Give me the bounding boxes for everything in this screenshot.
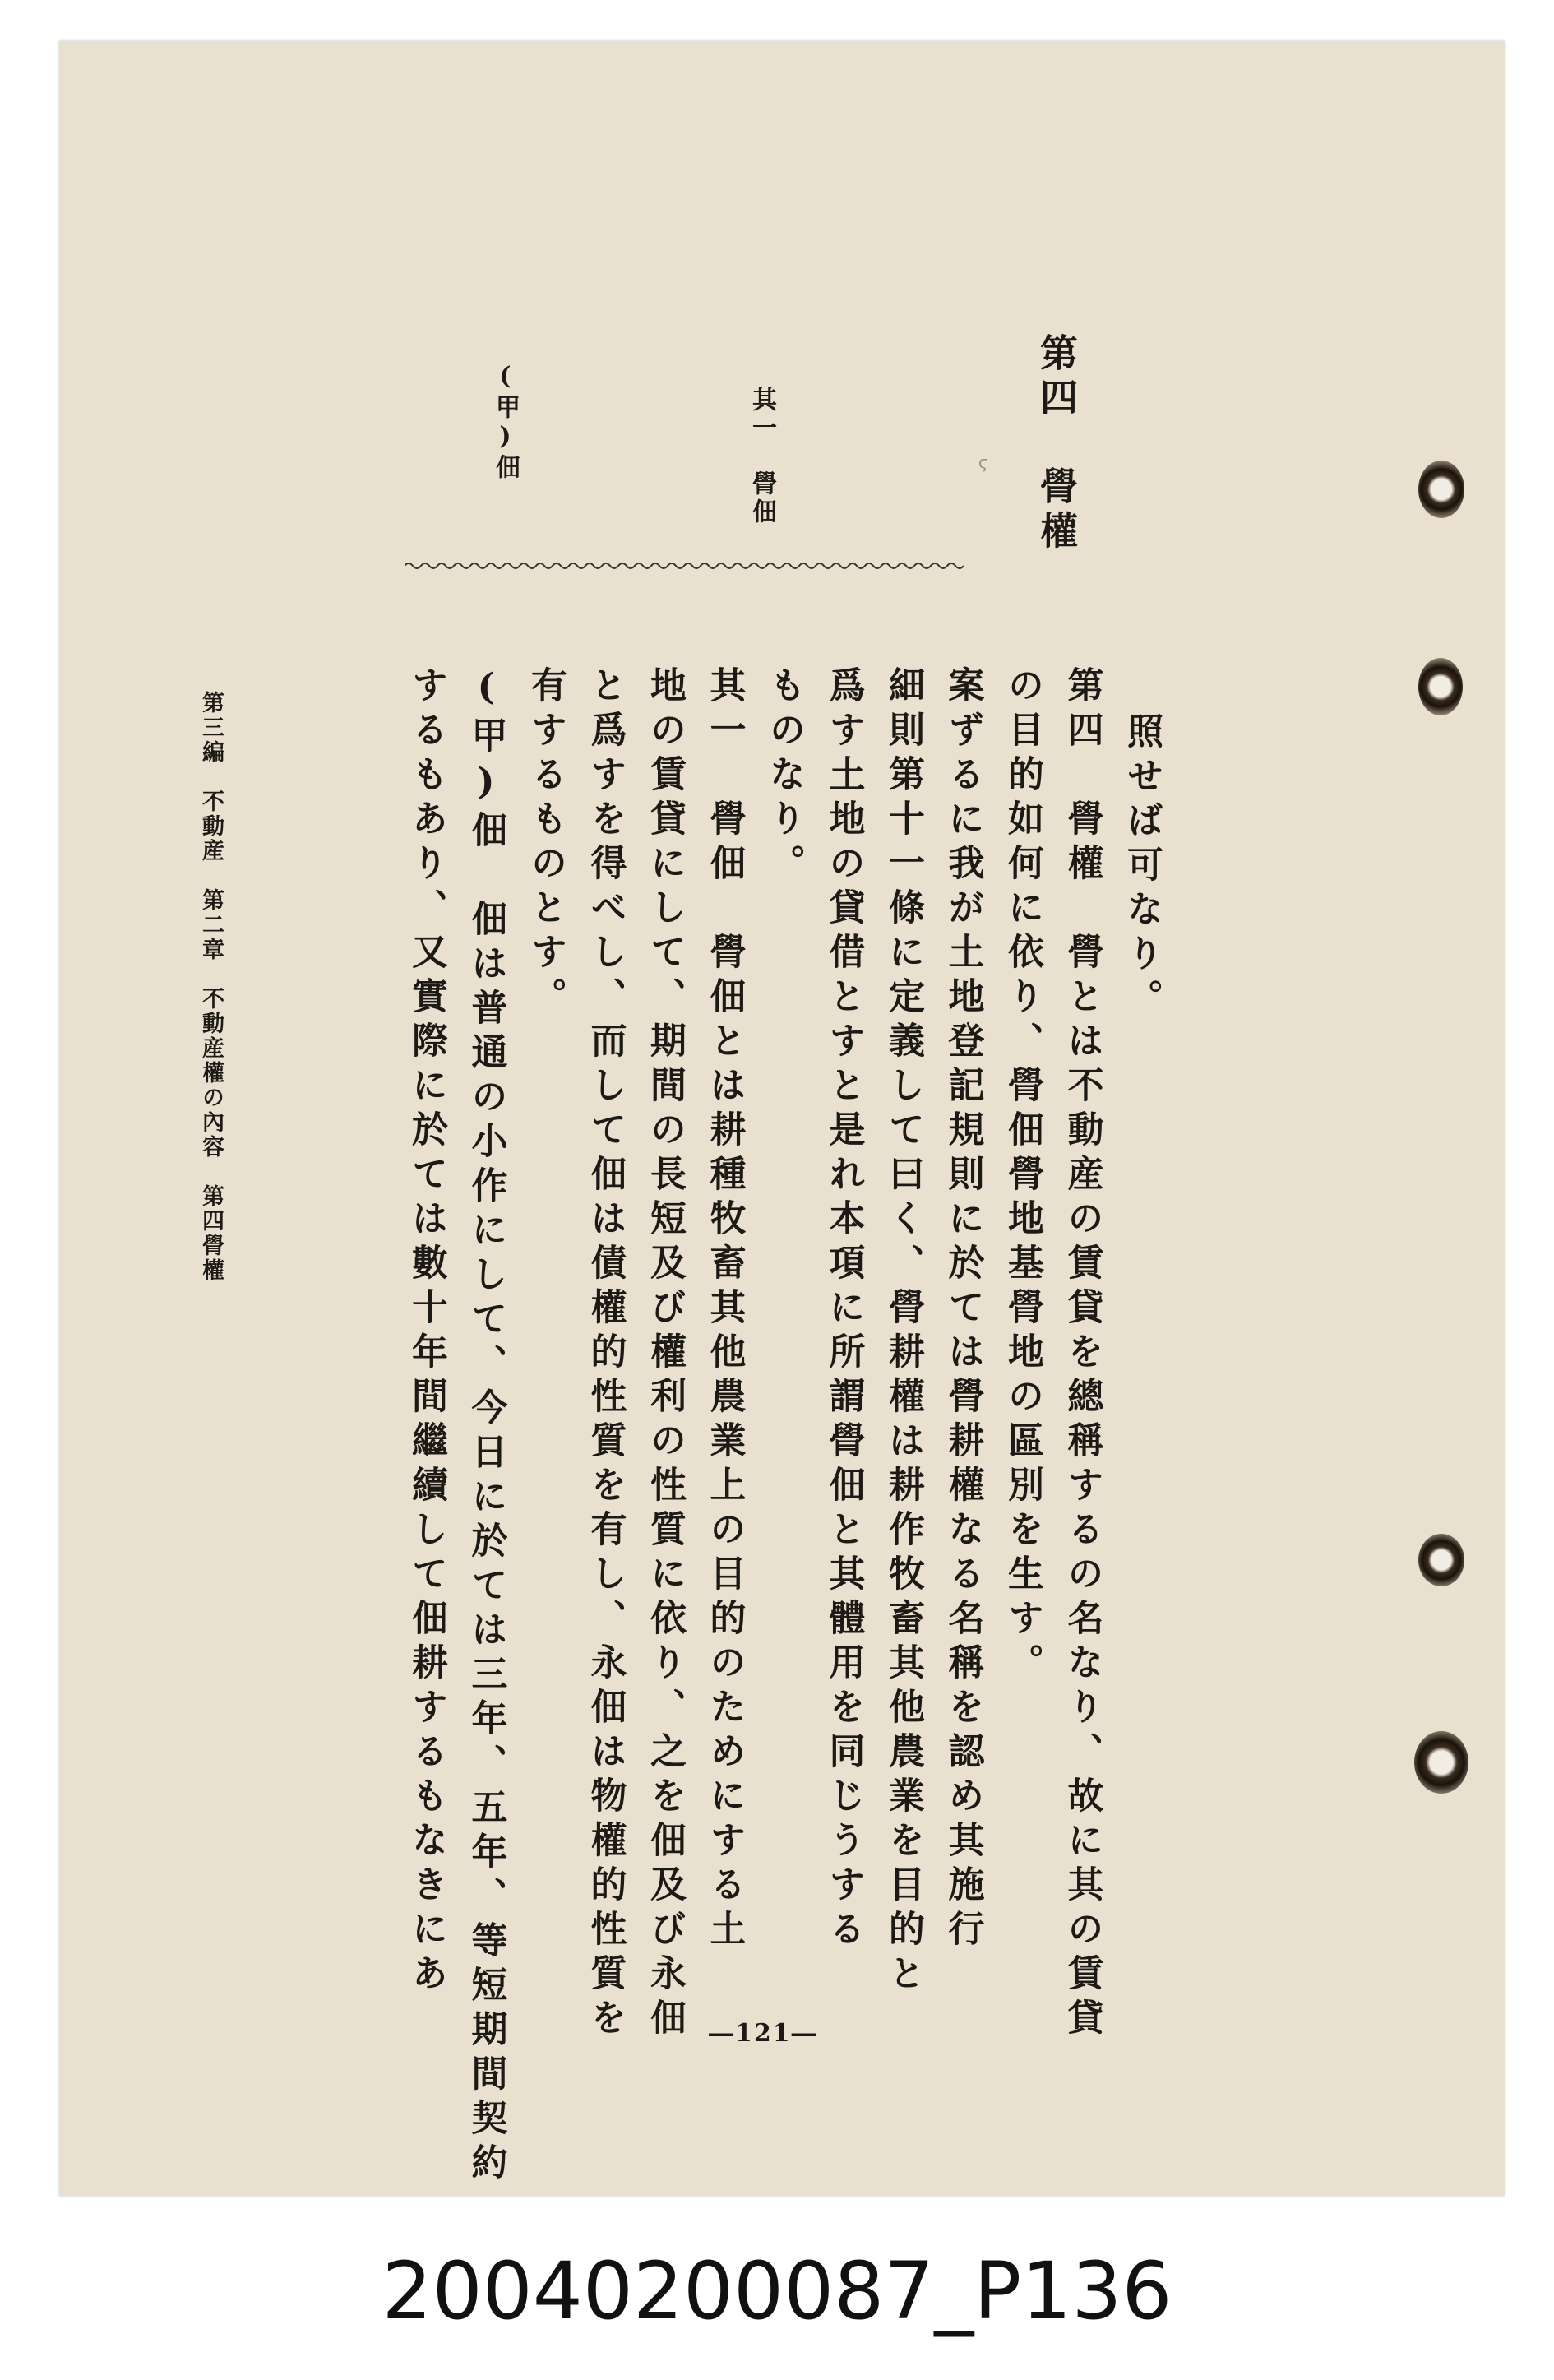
text-column: 有するものとす。 <box>525 666 567 1021</box>
binding-hole-icon <box>1418 1534 1464 1586</box>
running-footer: 第三編 不動産 第二章 不動産權の內容 第四䑁權 <box>198 691 224 1283</box>
text-column: 案ずるに我が土地登記規則に於ては䑁耕權なる名稱を認め其施行 <box>941 666 984 1954</box>
pencil-mark: ϛ <box>978 452 988 472</box>
image-caption: 20040200087_P136 <box>382 2245 1172 2337</box>
text-column: 照せば可なり。 <box>1121 712 1163 1023</box>
document-page <box>59 41 1505 2196</box>
text-column: 第四 䑁權 䑁とは不動産の賃貸を總稱するの名なり、故に其の賃貸 <box>1061 666 1103 2043</box>
text-column: 地の賃貸にして、期間の長短及び權利の性質に依り、之を佃及び永佃 <box>644 666 686 2043</box>
wavy-divider <box>405 559 964 572</box>
text-column: ものなり。 <box>763 666 805 888</box>
text-column: の目的如何に依り、䑁佃䑁地基䑁地の區別を生す。 <box>1001 666 1043 1688</box>
text-column: と爲すを得べし、而して佃は債權的性質を有し、永佃は物權的性質を <box>584 666 627 2043</box>
binding-hole-icon <box>1418 461 1464 518</box>
section-heading: 第四 䑁權 <box>1034 333 1079 555</box>
text-column: (甲)佃 佃は普通の小作にして、今日に於ては三年、五年、等短期間契約 <box>465 666 507 2188</box>
binding-hole-icon <box>1418 658 1463 715</box>
sub-heading: 其一 䑁佃 <box>747 387 776 526</box>
page-number: ―121― <box>709 2019 818 2048</box>
text-column: 爲す土地の貸借とすと是れ本項に所謂䑁佃と其體用を同じうする <box>822 666 865 1954</box>
text-column: 其一 䑁佃 䑁佃とは耕種牧畜其他農業上の目的のためにする土 <box>703 666 746 1954</box>
text-column: するもあり、又實際に於ては數十年間繼續して佃耕するもなきにあ <box>405 666 447 1998</box>
sub-sub-heading: (甲)佃 <box>491 362 520 482</box>
text-column: 細則第十一條に定義して曰く、䑁耕權は耕作牧畜其他農業を目的と <box>882 666 924 1998</box>
binding-hole-icon <box>1414 1731 1468 1794</box>
